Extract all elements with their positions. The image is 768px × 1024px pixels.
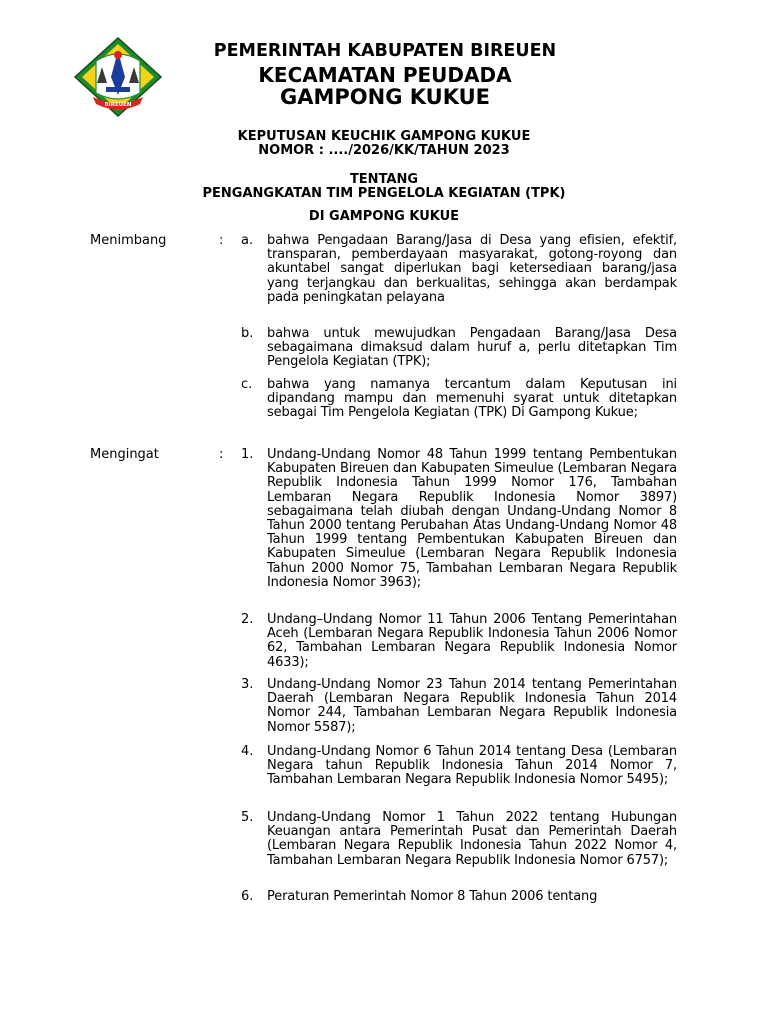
decree-number: NOMOR : ..../2026/KK/TAHUN 2023 bbox=[258, 143, 510, 158]
menimbang-item-b: bahwa untuk mewujudkan Pengadaan Barang/Jasa Desa sebagaimana dimaksud dalam huruf a, perlu ditetapkan Tim Pengelola Kegiatan (TPK); bbox=[267, 326, 677, 370]
header-village: GAMPONG KUKUE bbox=[279, 85, 490, 109]
menimbang-marker-a: a. bbox=[241, 233, 254, 248]
menimbang-item-c: bahwa yang namanya tercantum dalam Keputusan ini dipandang mampu dan memenuhi syarat untuk ditetapkan sebagai Tim Pengelola Kegiatan (TPK) Di Gampong Kukue; bbox=[267, 377, 677, 421]
mengingat-marker-6: 6. bbox=[241, 889, 254, 904]
mengingat-marker-3: 3. bbox=[241, 677, 254, 692]
menimbang-label: Menimbang bbox=[90, 233, 167, 248]
mengingat-item-4: Undang-Undang Nomor 6 Tahun 2014 tentang Desa (Lembaran Negara tahun Republik Indonesia Tahun 2014 Nomor 7, Tambahan Lembaran Negara Republik Indonesia Nomor 5495); bbox=[267, 744, 677, 788]
mengingat-marker-1: 1. bbox=[241, 447, 254, 462]
decree-subject-line1: PENGANGKATAN TIM PENGELOLA KEGIATAN (TPK) bbox=[202, 186, 566, 201]
mengingat-marker-4: 4. bbox=[241, 744, 254, 759]
menimbang-colon: : bbox=[219, 233, 224, 248]
decree-title: KEPUTUSAN KEUCHIK GAMPONG KUKUE bbox=[237, 129, 531, 144]
logo-text: BIREUEN bbox=[104, 102, 132, 108]
header-district: KECAMATAN PEUDADA bbox=[258, 63, 512, 87]
mengingat-marker-2: 2. bbox=[241, 612, 254, 627]
mengingat-item-6: Peraturan Pemerintah Nomor 8 Tahun 2006 tentang bbox=[267, 889, 598, 904]
mengingat-marker-5: 5. bbox=[241, 810, 254, 825]
decree-about: TENTANG bbox=[349, 172, 419, 187]
menimbang-item-a: bahwa Pengadaan Barang/Jasa di Desa yang efisien, efektif, transparan, pemberdayaan masyarakat, gotong-royong dan akuntabel sangat diperlukan bagi ketersediaan barang/jasa yang terjangkau dan berkualitas, sehingga akan berdampak pada peningkatan pelayana bbox=[267, 233, 677, 305]
mengingat-item-1: Undang-Undang Nomor 48 Tahun 1999 tentang Pembentukan Kabupaten Bireuen dan Kabupaten Simeulue (Lembaran Negara Republik Indonesia Tahun 1999 Nomor 176, Tambahan Lembaran Negara Republik Indonesia Nomor 3897) sebagaimana telah diubah dengan Undang-Undang Nomor 8 Tahun 2000 tentang Perubahan Atas Undang-Undang Nomor 48 Tahun 1999 tentang Pembentukan Kabupaten Bireuen dan Kabupaten Simeulue (Lembaran Negara Republik Indonesia Tahun 2000 Nomor 75, Tambahan Lembaran Negara Republik Indonesia Nomor 3963); bbox=[267, 447, 677, 590]
menimbang-marker-c: c. bbox=[241, 377, 253, 392]
bireuen-logo bbox=[73, 37, 163, 117]
mengingat-colon: : bbox=[219, 447, 224, 462]
mengingat-item-5: Undang-Undang Nomor 1 Tahun 2022 tentang Hubungan Keuangan antara Pemerintah Pusat dan Pemerintah Daerah (Lembaran Negara Republik Indonesia Tahun 2022 Nomor 4, Tambahan Lembaran Negara Republik Indonesia Nomor 6757); bbox=[267, 810, 677, 868]
header-government: PEMERINTAH KABUPATEN BIREUEN bbox=[213, 41, 557, 61]
mengingat-label: Mengingat bbox=[90, 447, 159, 462]
mengingat-item-2: Undang–Undang Nomor 11 Tahun 2006 Tentang Pemerintahan Aceh (Lembaran Negara Republik Indonesia Tahun 2006 Nomor 62, Tambahan Lembaran Negara Republik Indonesia Nomor 4633); bbox=[267, 612, 677, 670]
decree-subject-line2: DI GAMPONG KUKUE bbox=[308, 209, 460, 224]
mengingat-item-3: Undang-Undang Nomor 23 Tahun 2014 tentang Pemerintahan Daerah (Lembaran Negara Republik Indonesia Tahun 2014 Nomor 244, Tambahan Lembaran Negara Republik Indonesia Nomor 5587); bbox=[267, 677, 677, 735]
menimbang-marker-b: b. bbox=[241, 326, 254, 341]
